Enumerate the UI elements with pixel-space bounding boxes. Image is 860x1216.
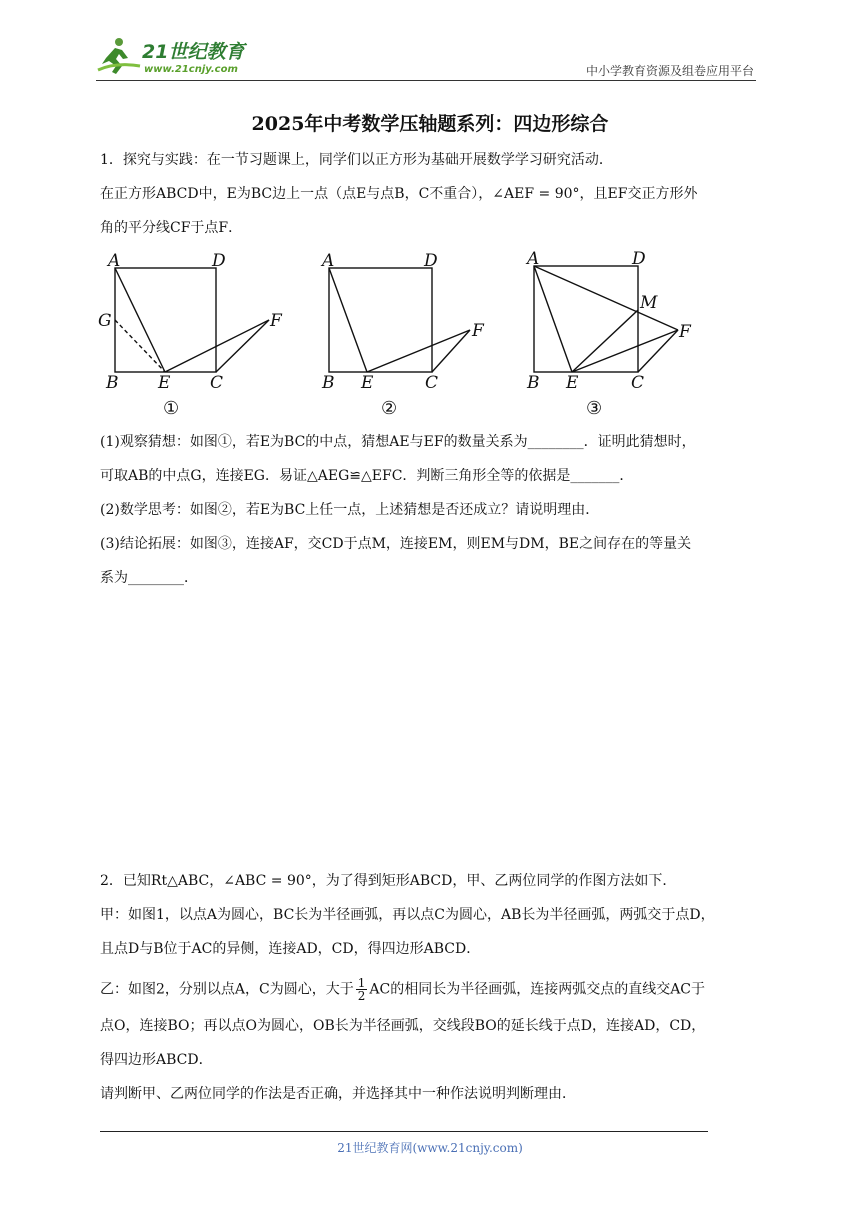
label-a: A — [322, 251, 335, 271]
page-title: 2025年中考数学压轴题系列：四边形综合 — [251, 113, 609, 135]
q1-stem-line2: 在正方形ABCD中，E为BC边上一点（点E与点B，C不重合），∠AEF = 90°，且EF交正方形外 — [100, 186, 698, 202]
q2-line3: 且点D与B位于AC的异侧，连接AD，CD，得四边形ABCD． — [100, 941, 481, 957]
page-header — [96, 34, 756, 84]
q2-line4-pre: 乙：如图2，分别以点A，C为圆心，大于 — [100, 981, 354, 998]
label-b: B — [527, 373, 540, 393]
fraction-numerator: 1 — [357, 976, 366, 990]
q2-line4 — [100, 977, 705, 1002]
q1-stem-line1: 1．探究与实践：在一节习题课上，同学们以正方形为基础开展数学学习研究活动． — [100, 152, 613, 168]
label-c: C — [425, 373, 439, 393]
label-f: F — [679, 322, 691, 342]
q2-line2: 甲：如图1，以点A为圆心，BC长为半径画弧，再以点C为圆心，AB长为半径画弧，两弧交于点D， — [100, 907, 715, 923]
label-a: A — [527, 249, 540, 269]
fraction-denominator: 2 — [357, 989, 366, 1003]
header-divider — [96, 80, 756, 81]
logo-text: 21世纪教育 — [142, 41, 245, 63]
caption-3: ③ — [586, 398, 603, 419]
page-footer: 21世纪教育网(www.21cnjy.com) — [337, 1141, 523, 1155]
q2-line7: 请判断甲、乙两位同学的作法是否正确，并选择其中一种作法说明判断理由． — [100, 1086, 576, 1102]
q1-part3-line2: 系为________． — [100, 570, 198, 586]
caption-2: ② — [381, 398, 398, 419]
logo-url: www.21cnjy.com — [144, 64, 238, 75]
q2-line5: 点O，连接BO；再以点O为圆心，OB长为半径画弧，交线段BO的延长线于点D，连接AD，CD， — [100, 1018, 706, 1034]
label-f: F — [472, 321, 484, 341]
label-b: B — [322, 373, 335, 393]
label-c: C — [210, 373, 224, 393]
figure-1 — [115, 268, 269, 372]
runner-icon — [98, 38, 140, 74]
label-g: G — [98, 311, 112, 331]
label-f: F — [270, 311, 282, 331]
q2-line6: 得四边形ABCD． — [100, 1052, 213, 1068]
label-d: D — [632, 249, 646, 269]
q1-part1-line2: 可取AB的中点G，连接EG．易证△AEG≌△EFC．判断三角形全等的依据是_______． — [100, 468, 634, 484]
figure-1-labels — [98, 251, 283, 419]
label-b: B — [106, 373, 119, 393]
figure-2 — [329, 268, 470, 372]
footer-divider — [100, 1131, 708, 1132]
q1-stem-line3: 角的平分线CF于点F． — [100, 220, 243, 236]
label-e: E — [361, 373, 374, 393]
label-d: D — [212, 251, 226, 271]
site-logo — [96, 36, 261, 76]
label-e: E — [158, 373, 171, 393]
caption-1: ① — [163, 398, 180, 419]
q1-part2: (2)数学思考：如图②，若E为BC上任一点，上述猜想是否还成立？请说明理由． — [100, 502, 600, 518]
q2-line1: 2．已知Rt△ABC，∠ABC = 90°，为了得到矩形ABCD，甲、乙两位同学的作图方法如下． — [100, 873, 677, 889]
label-c: C — [631, 373, 645, 393]
label-m: M — [640, 293, 658, 313]
figure-2-labels — [320, 251, 485, 419]
q1-part3-line1: (3)结论拓展：如图③，连接AF，交CD于点M，连接EM，则EM与DM，BE之间存在的等量关 — [100, 536, 692, 552]
q2-line4-post: AC的相同长为半径画弧，连接两弧交点的直线交AC于 — [369, 981, 706, 998]
label-e: E — [566, 373, 579, 393]
q1-figures — [94, 244, 714, 424]
label-d: D — [424, 251, 438, 271]
label-a: A — [108, 251, 121, 271]
platform-name: 中小学教育资源及组卷应用平台 — [585, 64, 754, 78]
q1-part1-line1: (1)观察猜想：如图①，若E为BC的中点，猜想AE与EF的数量关系为________．证明此猜想时， — [100, 434, 696, 450]
figure-3 — [534, 266, 678, 372]
fraction-one-half — [356, 977, 368, 1002]
